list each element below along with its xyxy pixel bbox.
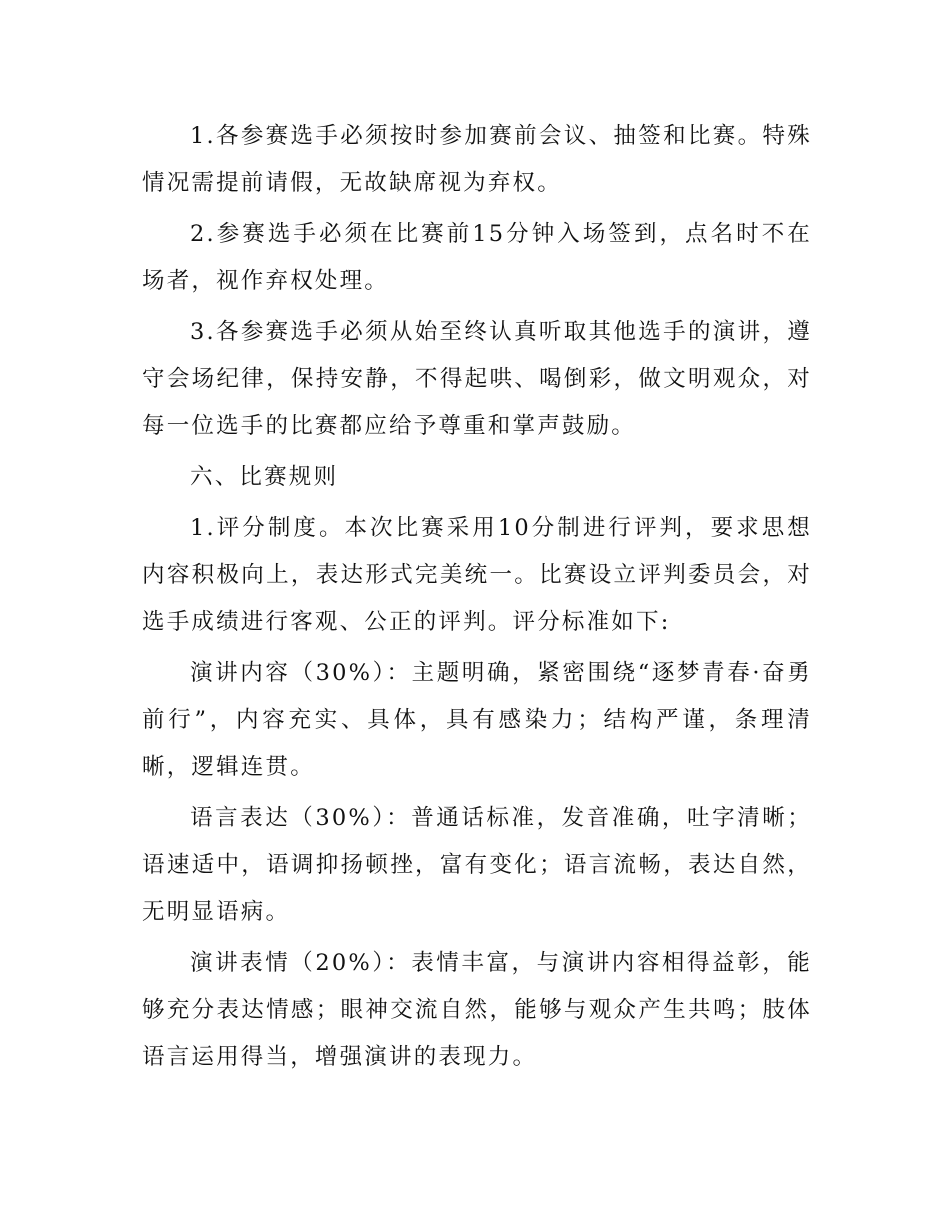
rule-attendance-paragraph: 1.各参赛选手必须按时参加赛前会议、抽签和比赛。特殊情况需提前请假，无故缺席视为弃权。 bbox=[142, 123, 812, 196]
rule-discipline-paragraph: 3.各参赛选手必须从始至终认真听取其他选手的演讲，遵守会场纪律，保持安静，不得起哄、喝倒彩，做文明观众，对每一位选手的比赛都应给予尊重和掌声鼓励。 bbox=[142, 319, 812, 439]
criterion-content-paragraph: 演讲内容（30%）：主题明确，紧密围绕“逐梦青春·奋勇前行”，内容充实、具体，具有感染力；结构严谨，条理清晰，逻辑连贯。 bbox=[142, 660, 812, 780]
criterion-expression-paragraph: 演讲表情（20%）：表情丰富，与演讲内容相得益彰，能够充分表达情感；眼神交流自然，能够与观众产生共鸣；肢体语言运用得当，增强演讲的表现力。 bbox=[142, 950, 812, 1070]
document-body bbox=[142, 113, 812, 1085]
section-heading: 六、比赛规则 bbox=[190, 464, 339, 490]
criterion-language-paragraph: 语言表达（30%）：普通话标准，发音准确，吐字清晰；语速适中，语调抑扬顿挫，富有变化；语言流畅，表达自然，无明显语病。 bbox=[142, 805, 812, 925]
rule-checkin-paragraph: 2.参赛选手必须在比赛前15分钟入场签到，点名时不在场者，视作弃权处理。 bbox=[142, 221, 812, 294]
scoring-system-paragraph: 1.评分制度。本次比赛采用10分制进行评判，要求思想内容积极向上，表达形式完美统一。比赛设立评判委员会，对选手成绩进行客观、公正的评判。评分标准如下: bbox=[142, 515, 812, 635]
